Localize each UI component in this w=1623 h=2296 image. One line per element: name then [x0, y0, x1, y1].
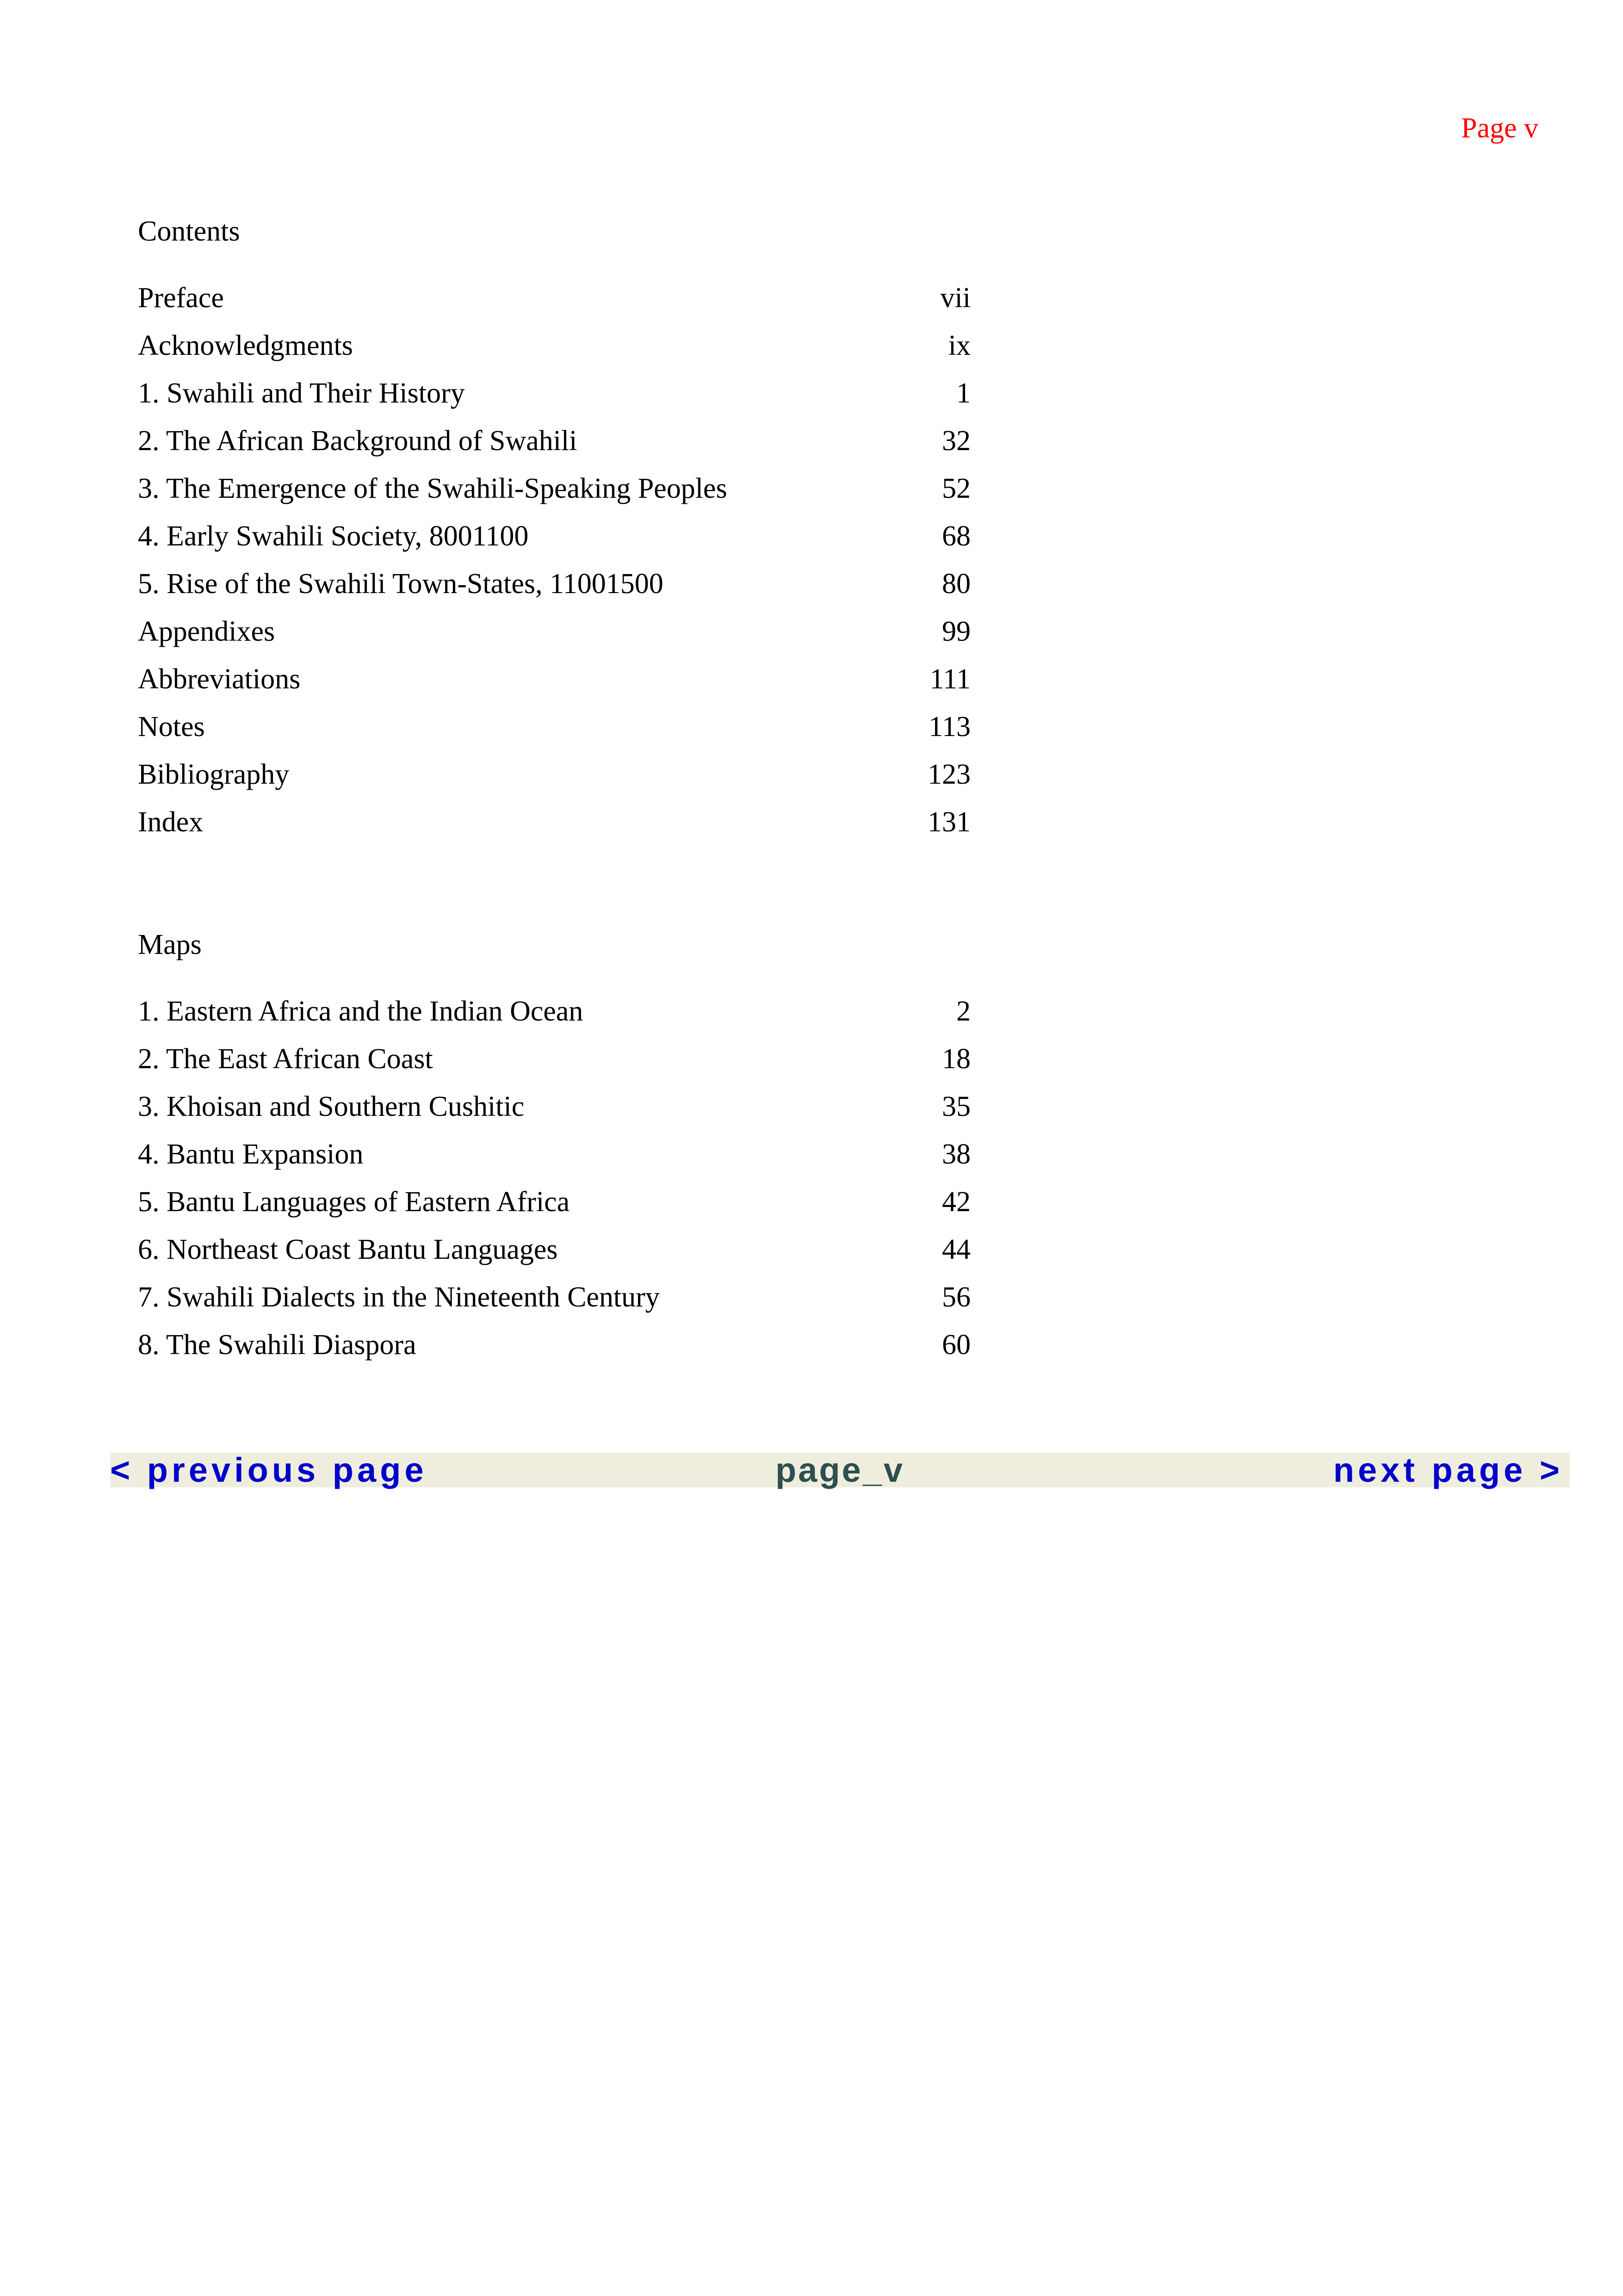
toc-row-appendixes [138, 608, 971, 656]
map-row-5 [138, 1178, 971, 1226]
contents-table [138, 274, 971, 846]
toc-row-chapter-5 [138, 560, 971, 608]
map-entry-page: 35 [942, 1091, 971, 1123]
map-row-3 [138, 1083, 971, 1131]
map-entry-label: 4. Bantu Expansion [138, 1139, 364, 1170]
toc-row-chapter-3 [138, 465, 971, 513]
toc-entry-label: Bibliography [138, 759, 290, 791]
contents-list [138, 274, 971, 846]
page-navigation-bar [110, 1450, 1570, 1489]
map-row-7 [138, 1274, 971, 1321]
toc-row-bibliography [138, 751, 971, 798]
toc-row-chapter-2 [138, 417, 971, 465]
maps-table [138, 988, 971, 1369]
toc-entry-page: 32 [942, 425, 971, 457]
toc-entry-page: 111 [929, 663, 971, 695]
contents-heading: Contents [138, 216, 240, 247]
map-row-8 [138, 1321, 971, 1369]
map-entry-page: 60 [942, 1329, 971, 1361]
toc-entry-label: 1. Swahili and Their History [138, 378, 465, 409]
toc-entry-page: vii [940, 282, 971, 314]
toc-entry-label: Abbreviations [138, 663, 301, 695]
toc-entry-label: Index [138, 806, 204, 838]
map-entry-page: 38 [942, 1139, 971, 1170]
map-entry-label: 2. The East African Coast [138, 1043, 433, 1075]
map-row-6 [138, 1226, 971, 1274]
toc-row-chapter-1 [138, 370, 971, 417]
toc-entry-label: 4. Early Swahili Society, 8001100 [138, 520, 529, 552]
toc-entry-page: 131 [928, 806, 971, 838]
toc-entry-page: 113 [929, 711, 971, 743]
map-entry-page: 44 [942, 1234, 971, 1266]
toc-row-notes [138, 703, 971, 751]
next-page-link[interactable]: next page > [1333, 1450, 1563, 1489]
toc-entry-page: 123 [928, 759, 971, 791]
map-entry-label: 3. Khoisan and Southern Cushitic [138, 1091, 525, 1123]
toc-entry-label: 2. The African Background of Swahili [138, 425, 577, 457]
maps-list [138, 988, 971, 1369]
toc-row-index [138, 798, 971, 846]
map-entry-label: 7. Swahili Dialects in the Nineteenth Century [138, 1281, 660, 1313]
toc-entry-page: 52 [942, 473, 971, 505]
map-entry-label: 5. Bantu Languages of Eastern Africa [138, 1186, 570, 1218]
toc-entry-label: 5. Rise of the Swahili Town-States, 11001500 [138, 568, 663, 600]
toc-row-abbreviations [138, 656, 971, 703]
map-row-4 [138, 1131, 971, 1178]
toc-entry-label: Acknowledgments [138, 330, 353, 362]
toc-row-acknowledgments [138, 322, 971, 370]
maps-heading: Maps [138, 929, 202, 960]
map-entry-page: 42 [942, 1186, 971, 1218]
map-entry-label: 6. Northeast Coast Bantu Languages [138, 1234, 558, 1266]
toc-entry-label: Notes [138, 711, 205, 743]
map-entry-page: 18 [942, 1043, 971, 1075]
toc-entry-label: Preface [138, 282, 224, 314]
toc-entry-page: 80 [942, 568, 971, 600]
toc-entry-page: ix [948, 330, 971, 362]
toc-row-preface [138, 274, 971, 322]
map-row-2 [138, 1035, 971, 1083]
toc-entry-label: 3. The Emergence of the Swahili-Speaking Peoples [138, 473, 727, 505]
toc-row-chapter-4 [138, 513, 971, 560]
toc-entry-label: Appendixes [138, 616, 275, 648]
map-entry-label: 1. Eastern Africa and the Indian Ocean [138, 996, 583, 1027]
map-row-1 [138, 988, 971, 1035]
toc-entry-page: 68 [942, 520, 971, 552]
previous-page-link[interactable]: < previous page [110, 1450, 427, 1489]
toc-entry-page: 99 [942, 616, 971, 648]
map-entry-page: 2 [956, 996, 971, 1027]
toc-entry-page: 1 [956, 378, 971, 409]
map-entry-page: 56 [942, 1281, 971, 1313]
current-page-label: page_v [775, 1450, 905, 1489]
page-marker: Page v [1461, 112, 1538, 144]
map-entry-label: 8. The Swahili Diaspora [138, 1329, 416, 1361]
